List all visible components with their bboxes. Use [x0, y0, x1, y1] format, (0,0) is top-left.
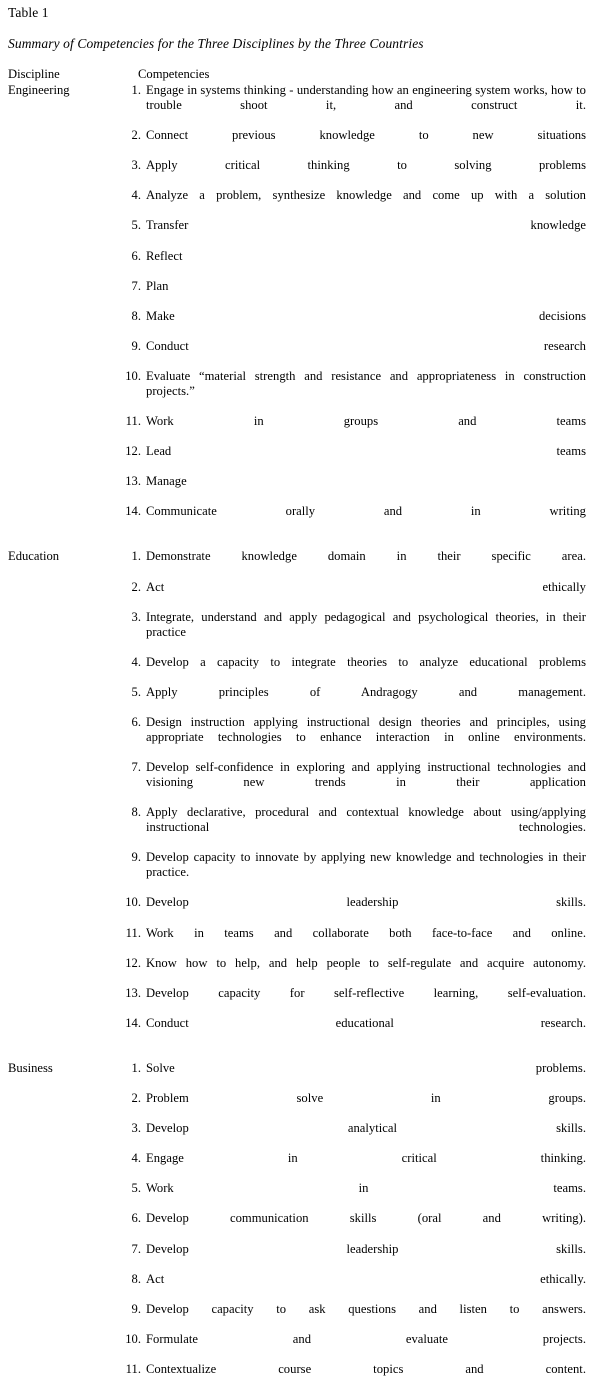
- list-item: [122, 1091, 586, 1121]
- list-item-text: Develop leadership skills.: [146, 895, 586, 910]
- list-item-text: Develop analytical skills.: [146, 1121, 586, 1136]
- list-item-text: Engage in systems thinking - understanding how an engineering system works, how to trouble shoot it, and construct it.: [146, 83, 586, 113]
- list-item: [122, 805, 586, 850]
- list-item: [122, 655, 586, 685]
- competency-list: [122, 549, 586, 1046]
- list-item: [122, 83, 586, 128]
- list-item: [122, 249, 586, 279]
- discipline-label: Business: [8, 1060, 53, 1075]
- list-item: [122, 1181, 586, 1211]
- discipline-label: Engineering: [8, 83, 70, 97]
- list-item-text: Formulate and evaluate projects.: [146, 1331, 586, 1346]
- list-item-text: Work in groups and teams: [146, 414, 586, 429]
- list-item-number: 13.: [125, 985, 141, 1000]
- list-item: [122, 414, 586, 444]
- list-item-number: 4.: [131, 1151, 141, 1166]
- list-item-text: Communicate orally and in writing: [146, 504, 586, 519]
- column-header-competencies: Competencies: [138, 67, 210, 81]
- list-item-number: 6.: [131, 248, 141, 263]
- list-item-number: 9.: [131, 338, 141, 353]
- list-item-number: 3.: [131, 158, 141, 173]
- list-item: [122, 309, 586, 339]
- list-item: [122, 444, 586, 474]
- list-item-text: Work in teams and collaborate both face-to-face and online.: [146, 925, 586, 940]
- list-item-number: 5.: [131, 218, 141, 233]
- list-item: [122, 474, 586, 504]
- list-item-number: 1.: [131, 83, 141, 97]
- list-item-text: Manage: [146, 474, 187, 489]
- list-item-text: Conduct educational research.: [146, 1015, 586, 1030]
- group-spacer-cell: [0, 534, 612, 549]
- list-item-number: 2.: [131, 128, 141, 143]
- list-item-number: 2.: [131, 579, 141, 594]
- list-item-text: Apply critical thinking to solving problems: [146, 158, 586, 173]
- group-spacer: [0, 1046, 612, 1061]
- list-item: [122, 369, 586, 414]
- list-item: [122, 218, 586, 248]
- list-item-text: Develop leadership skills.: [146, 1241, 586, 1256]
- list-item: [122, 986, 586, 1016]
- list-item-text: Work in teams.: [146, 1181, 586, 1196]
- list-item-text: Problem solve in groups.: [146, 1091, 586, 1106]
- list-item-number: 9.: [131, 850, 141, 865]
- list-item-number: 6.: [131, 1211, 141, 1226]
- list-item: [122, 610, 586, 655]
- list-item: [122, 1151, 586, 1181]
- list-item: [122, 549, 586, 579]
- competencies-table: [0, 83, 612, 1392]
- table-label: Table 1: [8, 5, 49, 20]
- competency-list: [122, 83, 586, 534]
- list-item: [122, 715, 586, 760]
- list-item-number: 14.: [125, 504, 141, 519]
- list-item-number: 11.: [125, 1361, 141, 1376]
- table-row: [0, 83, 612, 534]
- list-item-text: Solve problems.: [146, 1060, 586, 1075]
- list-item-text: Design instruction applying instructional design theories and principles, using appropriate technologies to enhance interaction in online environments.: [146, 714, 586, 744]
- list-item-number: 11.: [125, 925, 141, 940]
- list-item: [122, 1211, 586, 1241]
- list-item-text: Conduct research: [146, 338, 586, 353]
- list-item: [122, 504, 586, 534]
- list-item-number: 3.: [131, 1121, 141, 1136]
- list-item-number: 12.: [125, 955, 141, 970]
- list-item-text: Make decisions: [146, 308, 586, 323]
- list-item: [122, 580, 586, 610]
- list-item-text: Develop capacity for self-reflective learning, self-evaluation.: [146, 985, 586, 1000]
- list-item-number: 12.: [125, 444, 141, 459]
- competency-list-cell: [122, 549, 612, 1046]
- competency-list-cell: [122, 1061, 612, 1392]
- list-item-number: 7.: [131, 278, 141, 293]
- table-row: [0, 549, 612, 1046]
- list-item-text: Demonstrate knowledge domain in their specific area.: [146, 549, 586, 564]
- list-item: [122, 158, 586, 188]
- list-item-number: 10.: [125, 895, 141, 910]
- list-item-number: 1.: [131, 549, 141, 564]
- list-item-number: 10.: [125, 368, 141, 383]
- list-item: [122, 188, 586, 218]
- list-item: [122, 1061, 586, 1091]
- list-item-text: Develop capacity to ask questions and listen to answers.: [146, 1301, 586, 1316]
- list-item-number: 4.: [131, 654, 141, 669]
- list-item-number: 4.: [131, 188, 141, 203]
- competency-list: [122, 1061, 586, 1392]
- list-item-text: Develop a capacity to integrate theories to analyze educational problems: [146, 654, 586, 669]
- list-item-text: Plan: [146, 278, 169, 293]
- column-header-discipline: Discipline: [8, 67, 60, 81]
- group-spacer: [0, 534, 612, 549]
- list-item-text: Act ethically: [146, 579, 586, 594]
- list-item-number: 8.: [131, 1271, 141, 1286]
- discipline-label: Education: [8, 549, 60, 564]
- list-item-number: 2.: [131, 1091, 141, 1106]
- list-item-number: 1.: [131, 1060, 141, 1075]
- list-item-text: Connect previous knowledge to new situations: [146, 128, 586, 143]
- list-item-text: Know how to help, and help people to self-regulate and acquire autonomy.: [146, 955, 586, 970]
- list-item-text: Contextualize course topics and content.: [146, 1361, 586, 1376]
- group-spacer-cell: [0, 1046, 612, 1061]
- list-item-text: Engage in critical thinking.: [146, 1151, 586, 1166]
- list-item: [122, 760, 586, 805]
- list-item-text: Develop self-confidence in exploring and applying instructional technologies and visioning new trends in their application: [146, 760, 586, 790]
- list-item-text: Apply declarative, procedural and contextual knowledge about using/applying instructional technologies.: [146, 805, 586, 835]
- list-item-text: Develop communication skills (oral and writing).: [146, 1211, 586, 1226]
- list-item: [122, 1302, 586, 1332]
- list-item: [122, 956, 586, 986]
- list-item-text: Transfer knowledge: [146, 218, 586, 233]
- list-item: [122, 850, 586, 895]
- list-item: [122, 128, 586, 158]
- list-item-number: 8.: [131, 805, 141, 820]
- list-item: [122, 279, 586, 309]
- table-row: [0, 1061, 612, 1392]
- list-item-number: 13.: [125, 474, 141, 489]
- list-item: [122, 1016, 586, 1046]
- list-item: [122, 895, 586, 925]
- list-item-number: 5.: [131, 1181, 141, 1196]
- list-item-number: 14.: [125, 1015, 141, 1030]
- list-item-number: 8.: [131, 308, 141, 323]
- list-item: [122, 339, 586, 369]
- list-item-number: 11.: [125, 414, 141, 429]
- list-item-number: 6.: [131, 714, 141, 729]
- list-item: [122, 1121, 586, 1151]
- competency-list-cell: [122, 83, 612, 534]
- list-item-text: Integrate, understand and apply pedagogical and psychological theories, in their practice: [146, 609, 586, 639]
- list-item-number: 3.: [131, 609, 141, 624]
- list-item-text: Evaluate “material strength and resistance and appropriateness in construction projects.”: [146, 368, 586, 398]
- list-item-number: 10.: [125, 1331, 141, 1346]
- list-item-number: 7.: [131, 1241, 141, 1256]
- list-item-text: Analyze a problem, synthesize knowledge and come up with a solution: [146, 188, 586, 203]
- list-item-text: Apply principles of Andragogy and management.: [146, 684, 586, 699]
- list-item: [122, 1242, 586, 1272]
- list-item-text: Reflect: [146, 248, 183, 263]
- list-item: [122, 1272, 586, 1302]
- list-item: [122, 685, 586, 715]
- list-item-number: 5.: [131, 684, 141, 699]
- list-item: [122, 1362, 586, 1392]
- list-item-number: 7.: [131, 760, 141, 775]
- list-item: [122, 1332, 586, 1362]
- table-caption: Summary of Competencies for the Three Disciplines by the Three Countries: [8, 36, 424, 51]
- list-item: [122, 926, 586, 956]
- list-item-text: Act ethically.: [146, 1271, 586, 1286]
- list-item-number: 9.: [131, 1301, 141, 1316]
- list-item-text: Lead teams: [146, 444, 586, 459]
- list-item-text: Develop capacity to innovate by applying new knowledge and technologies in their practice.: [146, 850, 586, 880]
